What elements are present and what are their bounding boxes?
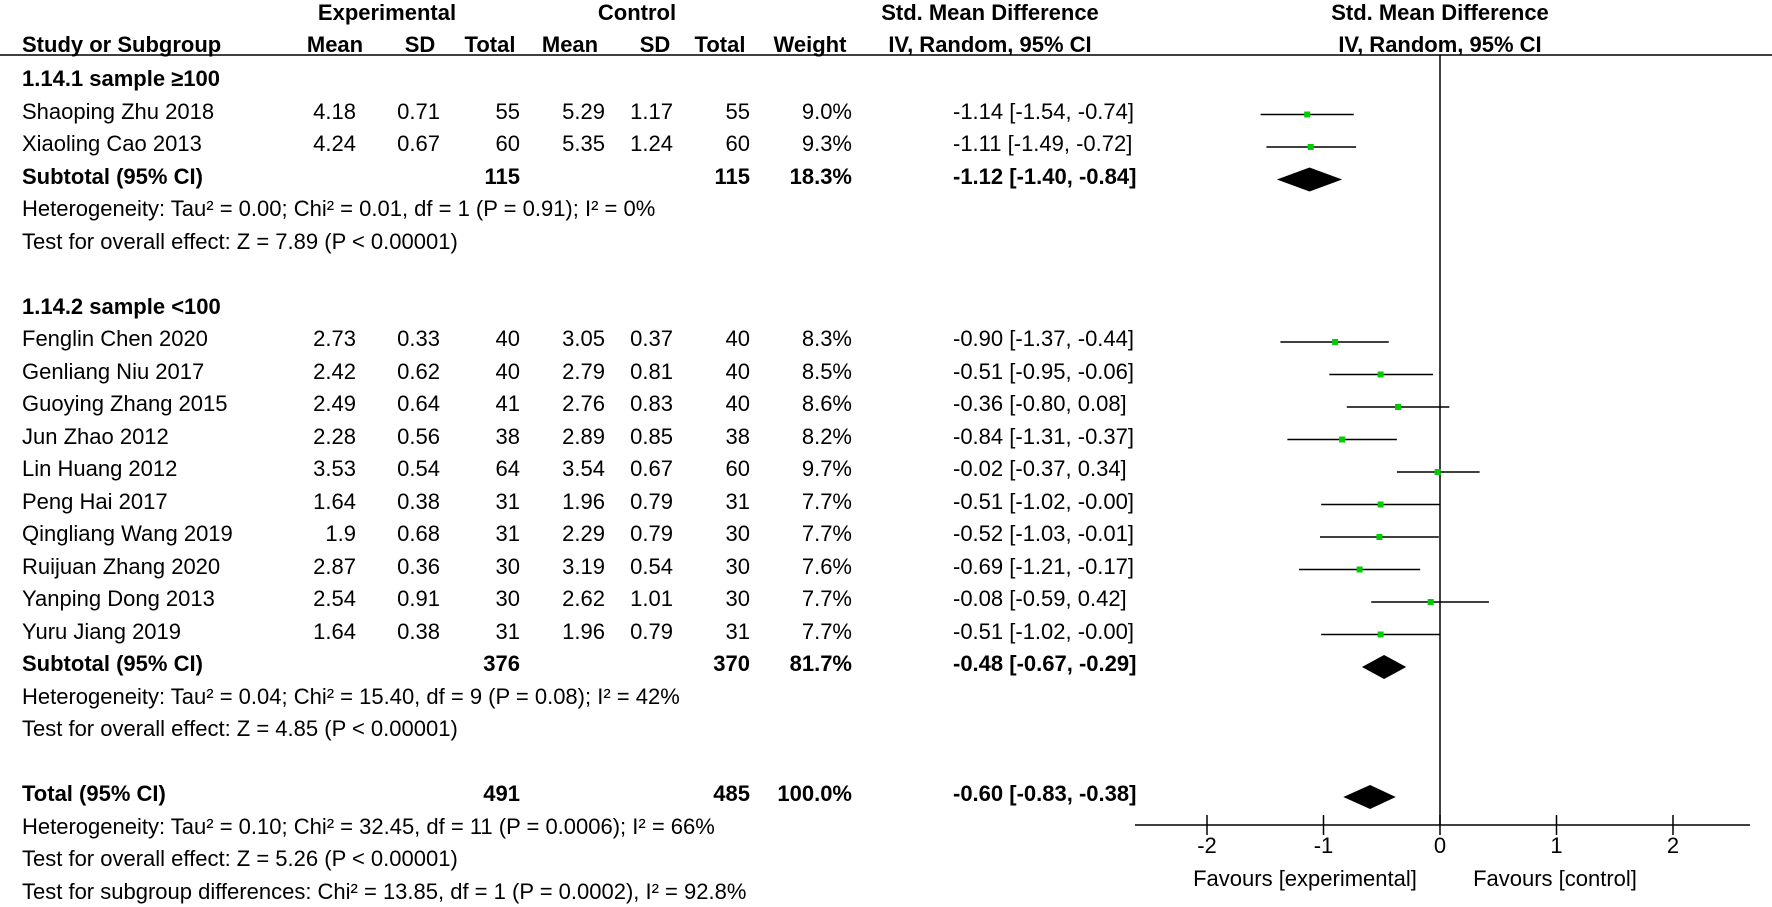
study-name: Qingliang Wang 2019	[22, 521, 233, 546]
cell-m1: 2.54	[313, 586, 356, 611]
cell-n1: 31	[495, 618, 520, 644]
header-smd-plot: Std. Mean Difference	[1331, 0, 1549, 25]
axis-label-favours-experimental: Favours [experimental]	[1193, 866, 1417, 891]
cell-m1: 2.73	[313, 326, 356, 351]
cell-w: 7.7%	[801, 521, 852, 546]
cell-m1: 4.24	[313, 131, 356, 156]
point-estimate	[1378, 502, 1384, 508]
header-ci-table: IV, Random, 95% CI	[888, 32, 1092, 57]
cell-sd2: 0.81	[630, 358, 673, 384]
cell-m1: 2.87	[313, 553, 356, 579]
header-smd-table: Std. Mean Difference	[881, 0, 1099, 25]
cell-w: 8.3%	[801, 326, 852, 351]
point-estimate	[1378, 632, 1384, 638]
cell-n1: 40	[495, 358, 520, 384]
cell-n2: 115	[714, 163, 750, 189]
header-control: Control	[597, 0, 677, 25]
cell-n1: 491	[483, 781, 520, 806]
point-estimate	[1395, 404, 1401, 410]
cell-w: 7.7%	[801, 618, 852, 644]
cell-sd1: 0.38	[397, 618, 440, 644]
cell-m2: 5.29	[562, 98, 605, 124]
point-estimate	[1435, 469, 1441, 475]
cell-m2: 2.76	[562, 391, 605, 416]
subtotal-label: Subtotal (95% CI)	[22, 651, 203, 676]
point-estimate	[1357, 567, 1363, 573]
cell-m2: 1.96	[562, 488, 605, 514]
cell-n1: 60	[495, 131, 520, 156]
cell-w: 8.2%	[801, 423, 852, 449]
study-name: Ruijuan Zhang 2020	[22, 553, 221, 579]
cell-sd2: 0.83	[630, 391, 673, 416]
cell-sd1: 0.36	[397, 553, 440, 579]
cell-n2: 40	[725, 391, 750, 416]
cell-ci: -0.90 [-1.37, -0.44]	[953, 326, 1134, 351]
cell-ci: -0.60 [-0.83, -0.38]	[953, 781, 1137, 806]
point-estimate	[1428, 599, 1434, 605]
cell-m1: 1.64	[313, 488, 356, 514]
x-tick-label: 0	[1433, 833, 1447, 858]
cell-ci: -0.36 [-0.80, 0.08]	[953, 391, 1127, 416]
cell-n2: 38	[725, 423, 750, 449]
cell-n1: 64	[495, 456, 520, 481]
study-name: Yuru Jiang 2019	[22, 618, 182, 644]
point-estimate	[1308, 144, 1314, 150]
study-name: Fenglin Chen 2020	[22, 326, 208, 351]
cell-n2: 40	[725, 358, 750, 384]
cell-w: 9.7%	[801, 456, 852, 481]
cell-m1: 2.42	[313, 358, 356, 384]
subgroup-heading: 1.14.2 sample <100	[22, 293, 221, 319]
cell-sd2: 1.01	[630, 586, 673, 611]
study-name: Lin Huang 2012	[22, 456, 178, 481]
study-name: Xiaoling Cao 2013	[22, 131, 202, 156]
cell-ci: -0.51 [-0.95, -0.06]	[953, 358, 1134, 384]
header-ctl-total: Total	[694, 32, 746, 57]
cell-m2: 1.96	[562, 618, 605, 644]
cell-n2: 60	[725, 131, 750, 156]
study-name: Guoying Zhang 2015	[22, 391, 228, 416]
cell-w: 8.6%	[801, 391, 852, 416]
cell-m2: 2.89	[562, 423, 605, 449]
cell-sd2: 1.24	[630, 131, 673, 156]
cell-sd2: 0.67	[630, 456, 673, 481]
cell-m1: 1.9	[325, 521, 356, 546]
cell-sd2: 0.79	[630, 521, 673, 546]
study-name: Peng Hai 2017	[22, 488, 168, 514]
statistic-note: Test for subgroup differences: Chi² = 13.85, df = 1 (P = 0.0002), I² = 92.8%	[22, 878, 747, 904]
header-experimental: Experimental	[317, 0, 457, 25]
cell-n1: 38	[495, 423, 520, 449]
cell-ci: -1.11 [-1.49, -0.72]	[953, 131, 1133, 156]
cell-sd1: 0.33	[397, 326, 440, 351]
cell-sd2: 0.37	[630, 326, 673, 351]
cell-w: 100.0%	[777, 781, 852, 806]
point-estimate	[1339, 437, 1345, 443]
cell-w: 81.7%	[789, 651, 852, 676]
cell-n1: 31	[495, 521, 520, 546]
cell-n1: 55	[495, 98, 520, 124]
cell-n2: 30	[725, 553, 750, 579]
cell-w: 9.3%	[801, 131, 852, 156]
pooled-diamond	[1343, 785, 1395, 809]
cell-w: 18.3%	[789, 163, 852, 189]
cell-n1: 115	[484, 163, 520, 189]
header-ci-plot: IV, Random, 95% CI	[1338, 32, 1542, 57]
cell-m1: 3.53	[313, 456, 356, 481]
cell-w: 7.7%	[801, 586, 852, 611]
study-name: Yanping Dong 2013	[22, 586, 215, 611]
cell-ci: -1.12 [-1.40, -0.84]	[953, 163, 1137, 189]
point-estimate	[1332, 339, 1338, 345]
cell-ci: -0.02 [-0.37, 0.34]	[953, 456, 1127, 481]
header-weight: Weight	[773, 32, 847, 57]
cell-w: 7.7%	[801, 488, 852, 514]
cell-sd1: 0.67	[397, 131, 440, 156]
cell-n2: 31	[725, 618, 750, 644]
cell-m2: 3.54	[562, 456, 605, 481]
cell-sd2: 0.54	[630, 553, 673, 579]
study-name: Genliang Niu 2017	[22, 358, 205, 384]
cell-sd2: 0.85	[630, 423, 673, 449]
cell-sd1: 0.71	[397, 98, 440, 124]
statistic-note: Test for overall effect: Z = 4.85 (P < 0.00001)	[22, 716, 458, 741]
cell-m2: 2.29	[562, 521, 605, 546]
x-tick-label: 2	[1666, 833, 1680, 858]
cell-ci: -0.08 [-0.59, 0.42]	[953, 586, 1127, 611]
cell-n2: 485	[713, 781, 750, 806]
header-exp-total: Total	[464, 32, 516, 57]
pooled-diamond	[1362, 655, 1406, 679]
point-estimate	[1376, 534, 1382, 540]
cell-m1: 2.49	[313, 391, 356, 416]
cell-w: 8.5%	[801, 358, 852, 384]
cell-n2: 60	[725, 456, 750, 481]
cell-sd2: 1.17	[630, 98, 673, 124]
cell-m2: 3.05	[562, 326, 605, 351]
cell-w: 9.0%	[801, 98, 852, 124]
cell-sd1: 0.38	[397, 488, 440, 514]
cell-sd1: 0.56	[397, 423, 440, 449]
cell-sd1: 0.62	[397, 358, 440, 384]
cell-n1: 40	[495, 326, 520, 351]
cell-m2: 3.19	[562, 553, 605, 579]
cell-n1: 41	[495, 391, 520, 416]
cell-ci: -0.52 [-1.03, -0.01]	[953, 521, 1134, 546]
cell-sd1: 0.91	[397, 586, 440, 611]
cell-n2: 31	[725, 488, 750, 514]
x-tick-label: 1	[1550, 833, 1563, 858]
cell-m1: 1.64	[313, 618, 356, 644]
cell-ci: -0.48 [-0.67, -0.29]	[953, 651, 1137, 676]
header-ctl-mean: Mean	[541, 32, 599, 57]
study-name: Shaoping Zhu 2018	[22, 98, 215, 124]
cell-w: 7.6%	[801, 553, 852, 579]
cell-m2: 2.62	[562, 586, 605, 611]
cell-n2: 30	[725, 586, 750, 611]
statistic-note: Test for overall effect: Z = 7.89 (P < 0.00001)	[22, 228, 458, 254]
pooled-diamond	[1277, 168, 1342, 192]
statistic-note: Heterogeneity: Tau² = 0.10; Chi² = 32.45, df = 11 (P = 0.0006); I² = 66%	[22, 813, 715, 839]
subgroup-heading: 1.14.1 sample ≥100	[22, 66, 220, 91]
cell-ci: -0.84 [-1.31, -0.37]	[953, 423, 1134, 449]
statistic-note: Heterogeneity: Tau² = 0.00; Chi² = 0.01, df = 1 (P = 0.91); I² = 0%	[22, 196, 656, 221]
statistic-note: Heterogeneity: Tau² = 0.04; Chi² = 15.40, df = 9 (P = 0.08); I² = 42%	[22, 683, 680, 709]
cell-n2: 30	[725, 521, 750, 546]
cell-ci: -1.14 [-1.54, -0.74]	[953, 98, 1134, 124]
cell-m1: 2.28	[313, 423, 356, 449]
cell-sd2: 0.79	[630, 488, 673, 514]
x-tick-label: -2	[1197, 833, 1217, 858]
header-exp-mean: Mean	[306, 32, 364, 57]
subtotal-label: Total (95% CI)	[22, 781, 166, 806]
subtotal-label: Subtotal (95% CI)	[22, 163, 203, 189]
cell-sd1: 0.54	[397, 456, 440, 481]
cell-n1: 376	[483, 651, 520, 676]
header-ctl-sd: SD	[639, 32, 671, 57]
point-estimate	[1378, 372, 1384, 378]
cell-m2: 2.79	[562, 358, 605, 384]
header-study: Study or Subgroup	[22, 32, 222, 57]
cell-n2: 370	[713, 651, 750, 676]
cell-m1: 4.18	[313, 98, 356, 124]
cell-n1: 31	[495, 488, 520, 514]
statistic-note: Test for overall effect: Z = 5.26 (P < 0.00001)	[22, 846, 458, 871]
cell-m2: 5.35	[562, 131, 605, 156]
axis-label-favours-control: Favours [control]	[1473, 866, 1637, 891]
point-estimate	[1304, 112, 1310, 118]
cell-sd1: 0.68	[397, 521, 440, 546]
cell-n2: 40	[725, 326, 750, 351]
header-exp-sd: SD	[404, 32, 436, 57]
cell-ci: -0.51 [-1.02, -0.00]	[953, 488, 1134, 514]
cell-sd1: 0.64	[397, 391, 440, 416]
cell-n2: 55	[725, 98, 750, 124]
cell-ci: -0.69 [-1.21, -0.17]	[953, 553, 1134, 579]
cell-n1: 30	[495, 553, 520, 579]
study-name: Jun Zhao 2012	[22, 423, 169, 449]
x-tick-label: -1	[1313, 833, 1334, 858]
cell-sd2: 0.79	[630, 618, 673, 644]
cell-n1: 30	[495, 586, 520, 611]
cell-ci: -0.51 [-1.02, -0.00]	[953, 618, 1134, 644]
